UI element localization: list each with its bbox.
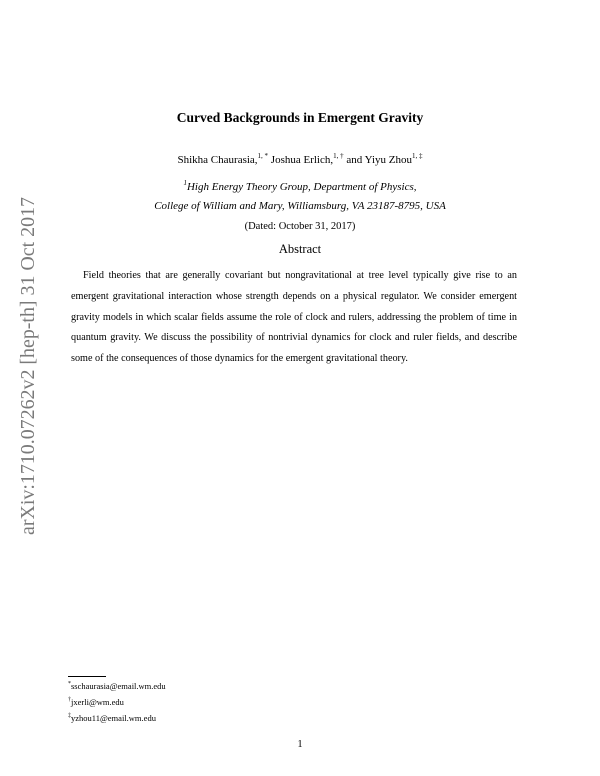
abstract-body: Field theories that are generally covariant but nongravitational at tree level typically give rise to an emergent gravitational interaction whose strength depends on a physical regulator. We consider emergent gravity models in which scalar fields assume the role of clock and rulers, addressing the problem of time in quantum gravity. We discuss the possibility of nontrivial dynamics for clock and ruler fields, and describe some of the consequences of those dynamics for the emergent gravitational theory. <box>71 270 517 365</box>
author-list <box>0 152 600 166</box>
author-mark: 1, ‡ <box>411 152 423 160</box>
arxiv-stamp-text: arXiv:1710.07262v2 [hep-th] 31 Oct 2017 <box>18 204 39 535</box>
author-mark: 1, * <box>257 152 269 160</box>
affiliation-mark: 1 <box>183 179 187 187</box>
affiliation-line-2: College of William and Mary, Williamsburg, VA 23187-8795, USA <box>154 200 446 212</box>
footnote-mark: ‡ <box>68 713 71 719</box>
page-number: 1 <box>297 739 303 750</box>
dated-line: (Dated: October 31, 2017) <box>244 221 356 232</box>
author-name: Joshua Erlich, <box>270 154 334 166</box>
affiliation-text-1: High Energy Theory Group, Department of Physics, <box>186 181 417 193</box>
footnote-email <box>68 713 156 723</box>
author-name: Yiyu Zhou <box>364 154 412 166</box>
author-name: Shikha Chaurasia, <box>177 154 258 166</box>
footnote-email <box>68 697 124 707</box>
authors-joiner: and <box>346 154 363 166</box>
affiliation-line-1 <box>0 179 600 193</box>
abstract-heading: Abstract <box>278 242 322 256</box>
footnote-text: jxerli@wm.edu <box>71 697 124 707</box>
footnote-email <box>68 681 166 691</box>
footnote-divider <box>68 676 106 677</box>
paper-title: Curved Backgrounds in Emergent Gravity <box>176 110 424 125</box>
author-mark: 1, † <box>333 152 344 160</box>
footnote-text: yzhou11@email.wm.edu <box>71 713 156 723</box>
footnote-text: sschaurasia@email.wm.edu <box>71 681 166 691</box>
footnote-mark: † <box>68 697 71 703</box>
footnote-mark: * <box>68 681 71 687</box>
